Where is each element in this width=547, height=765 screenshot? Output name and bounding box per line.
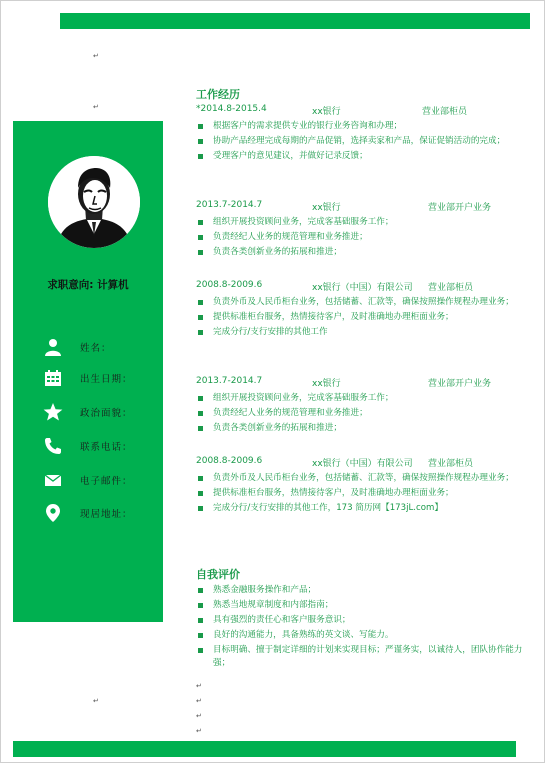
- job-company: xx银行: [312, 203, 341, 213]
- info-row-address: [13, 503, 163, 523]
- paragraph-mark: ↵: [196, 727, 202, 735]
- job-entry: [196, 456, 526, 517]
- job-entry: [196, 200, 526, 261]
- list-item: 负责各类创新业务的拓展和推进；: [196, 246, 523, 259]
- info-label: 现居地址：: [80, 509, 133, 520]
- job-company: xx银行（中国）有限公司: [312, 283, 413, 293]
- work-section-title: 工作经历: [196, 88, 240, 101]
- list-item: 负责外币及人民币柜台业务，包括储蓄、汇款等，确保按照操作规程办理业务；: [196, 296, 523, 309]
- job-date: 2013.7-2014.7: [196, 376, 263, 386]
- job-company: xx银行（中国）有限公司: [312, 459, 413, 469]
- list-item: 根据客户的需求提供专业的银行业务咨询和办理；: [196, 120, 523, 133]
- job-date: 2013.7-2014.7: [196, 200, 263, 210]
- job-position: 营业部柜员: [428, 283, 474, 293]
- info-row-email: [13, 470, 163, 490]
- list-item: 提供标准柜台服务，热情接待客户，及时准确地办理柜面业务；: [196, 311, 523, 324]
- paragraph-mark: ↵: [93, 52, 99, 60]
- list-item: 负责经纪人业务的规范管理和业务推进；: [196, 231, 523, 244]
- self-eval-list: [196, 584, 526, 672]
- list-item: 具有强烈的责任心和客户服务意识；: [196, 614, 523, 627]
- job-company: xx银行: [312, 107, 341, 117]
- list-item: 协助产品经理完成每期的产品促销，选择卖家和产品，保证促销活动的完成；: [196, 135, 523, 148]
- info-label: 电子邮件：: [80, 476, 133, 487]
- avatar: [48, 156, 140, 248]
- paragraph-mark: ↵: [93, 697, 99, 705]
- job-entry: [196, 376, 526, 437]
- user-icon: [43, 337, 63, 357]
- list-item: 熟悉金融服务操作和产品；: [196, 584, 523, 597]
- list-item: 组织开展投资顾问业务，完成客基础服务工作；: [196, 392, 523, 405]
- job-entry: [196, 280, 526, 341]
- list-item: 良好的沟通能力，具备熟练的英文谈、写能力。: [196, 629, 523, 642]
- calendar-icon: [43, 368, 63, 388]
- job-position: 营业部开户业务: [428, 379, 492, 389]
- job-date: 2008.8-2009.6: [196, 280, 263, 290]
- info-row-name: [13, 337, 163, 357]
- info-row-political: [13, 402, 163, 422]
- info-label: 联系电话：: [80, 442, 133, 453]
- job-date: 2008.8-2009.6: [196, 456, 263, 466]
- paragraph-mark: ↵: [196, 712, 202, 720]
- list-item: 完成分行/支行安排的其他工作，173 简历网【173jL.com】: [196, 502, 523, 515]
- list-item: 负责外币及人民币柜台业务，包括储蓄、汇款等，确保按照操作规程办理业务；: [196, 472, 523, 485]
- info-row-phone: [13, 436, 163, 456]
- list-item: 组织开展投资顾问业务，完成客基础服务工作；: [196, 216, 523, 229]
- paragraph-mark: ↵: [196, 697, 202, 705]
- job-date: *2014.8-2015.4: [196, 104, 267, 114]
- envelope-icon: [43, 470, 63, 490]
- self-eval-section-title: 自我评价: [196, 568, 240, 581]
- job-position: 营业部柜员: [428, 459, 474, 469]
- sidebar: [13, 121, 163, 622]
- info-label: 姓名：: [80, 343, 112, 354]
- job-company: xx银行: [312, 379, 341, 389]
- list-item: 负责经纪人业务的规范管理和业务推进；: [196, 407, 523, 420]
- paragraph-mark: ↵: [196, 682, 202, 690]
- job-objective: 求职意向: 计算机: [47, 279, 129, 291]
- top-accent-bar: [60, 13, 530, 29]
- list-item: 提供标准柜台服务，热情接待客户，及时准确地办理柜面业务；: [196, 487, 523, 500]
- list-item: 完成分行/支行安排的其他工作: [196, 326, 523, 339]
- location-pin-icon: [43, 503, 63, 523]
- list-item: 受理客户的意见建议，并做好记录反馈；: [196, 150, 523, 163]
- info-label: 出生日期：: [80, 374, 133, 385]
- paragraph-mark: ↵: [93, 103, 99, 111]
- info-row-birthdate: [13, 368, 163, 388]
- list-item: 目标明确、擅于制定详细的计划来实现目标；严谨务实，以诚待人，团队协作能力强；: [196, 644, 523, 669]
- bottom-accent-bar: [13, 741, 516, 757]
- info-label: 政治面貌：: [80, 408, 133, 419]
- phone-icon: [43, 436, 63, 456]
- job-position: 营业部开户业务: [428, 203, 492, 213]
- job-entry: [196, 104, 526, 165]
- list-item: 熟悉当地规章制度和内部指南；: [196, 599, 523, 612]
- job-position: 营业部柜员: [422, 107, 468, 117]
- star-icon: [43, 402, 63, 422]
- list-item: 负责各类创新业务的拓展和推进；: [196, 422, 523, 435]
